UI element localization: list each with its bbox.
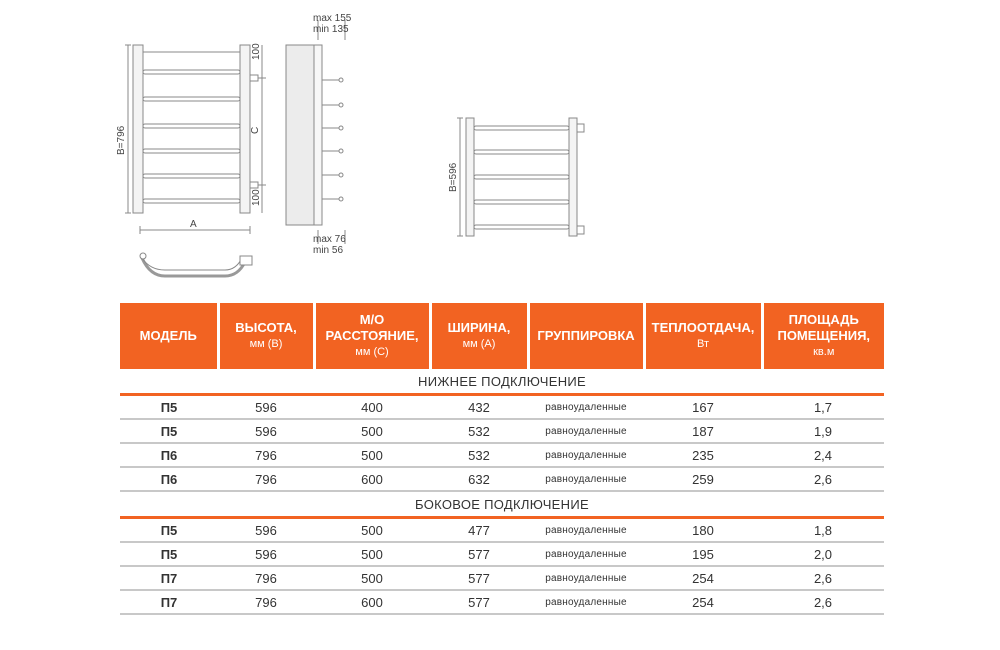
cell-grouping: равноудаленные xyxy=(528,566,644,590)
max-bottom: max 76 xyxy=(313,234,346,245)
cell-grouping: равноудаленные xyxy=(528,590,644,614)
cell-width: 532 xyxy=(430,443,528,467)
cell-width: 432 xyxy=(430,395,528,420)
table-row xyxy=(120,467,884,491)
pipe-sketch xyxy=(140,253,252,276)
cell-heat-output: 254 xyxy=(644,566,762,590)
cell-grouping: равноудаленные xyxy=(528,467,644,491)
min-bottom: min 56 xyxy=(313,245,344,256)
section-header-row xyxy=(120,369,884,395)
cell-room-area: 2,6 xyxy=(762,566,884,590)
dim-100-top: 100 xyxy=(251,43,262,60)
table-body xyxy=(120,369,884,614)
table-row xyxy=(120,443,884,467)
cell-model: П5 xyxy=(120,419,218,443)
cell-heat-output: 180 xyxy=(644,518,762,543)
min-top: min 135 xyxy=(313,24,349,35)
dim-b-large: B=796 xyxy=(116,125,127,155)
cell-grouping: равноудаленные xyxy=(528,395,644,420)
technical-drawings xyxy=(0,0,1000,300)
header-room-area: ПЛОЩАДЬ ПОМЕЩЕНИЯ, кв.м xyxy=(762,303,884,369)
cell-height: 796 xyxy=(218,590,314,614)
cell-heat-output: 259 xyxy=(644,467,762,491)
cell-grouping: равноудаленные xyxy=(528,518,644,543)
cell-heat-output: 187 xyxy=(644,419,762,443)
cell-model: П5 xyxy=(120,542,218,566)
cell-height: 796 xyxy=(218,467,314,491)
table-row xyxy=(120,395,884,420)
cell-model: П5 xyxy=(120,518,218,543)
cell-room-area: 2,6 xyxy=(762,467,884,491)
cell-room-area: 2,0 xyxy=(762,542,884,566)
cell-room-area: 2,6 xyxy=(762,590,884,614)
cell-center-distance: 600 xyxy=(314,590,430,614)
cell-width: 632 xyxy=(430,467,528,491)
dim-a: A xyxy=(190,219,197,230)
cell-room-area: 1,8 xyxy=(762,518,884,543)
cell-heat-output: 254 xyxy=(644,590,762,614)
drawing-canvas xyxy=(0,0,1000,300)
dim-b-small: B=596 xyxy=(448,162,459,192)
table-row xyxy=(120,419,884,443)
cell-center-distance: 500 xyxy=(314,518,430,543)
section-header-row xyxy=(120,491,884,518)
table-row xyxy=(120,590,884,614)
front-view-drawing xyxy=(125,45,266,234)
dim-100-bottom: 100 xyxy=(251,189,262,206)
cell-width: 532 xyxy=(430,419,528,443)
cell-height: 596 xyxy=(218,419,314,443)
small-front-view-drawing xyxy=(457,118,584,236)
header-model: МОДЕЛЬ xyxy=(120,303,218,369)
cell-model: П6 xyxy=(120,467,218,491)
cell-model: П6 xyxy=(120,443,218,467)
table-row xyxy=(120,518,884,543)
header-height: ВЫСОТА, мм (В) xyxy=(218,303,314,369)
cell-room-area: 1,9 xyxy=(762,419,884,443)
cell-width: 477 xyxy=(430,518,528,543)
cell-room-area: 2,4 xyxy=(762,443,884,467)
cell-model: П7 xyxy=(120,566,218,590)
header-grouping: ГРУППИРОВКА xyxy=(528,303,644,369)
header-center-distance: М/О РАССТОЯНИЕ, мм (С) xyxy=(314,303,430,369)
header-heat-output: ТЕПЛООТДАЧА, Вт xyxy=(644,303,762,369)
section-title: БОКОВОЕ ПОДКЛЮЧЕНИЕ xyxy=(120,491,884,518)
cell-center-distance: 500 xyxy=(314,566,430,590)
cell-center-distance: 500 xyxy=(314,542,430,566)
cell-grouping: равноудаленные xyxy=(528,419,644,443)
cell-height: 596 xyxy=(218,518,314,543)
cell-height: 596 xyxy=(218,542,314,566)
cell-grouping: равноудаленные xyxy=(528,542,644,566)
header-width: ШИРИНА, мм (А) xyxy=(430,303,528,369)
cell-center-distance: 500 xyxy=(314,419,430,443)
cell-center-distance: 500 xyxy=(314,443,430,467)
cell-grouping: равноудаленные xyxy=(528,443,644,467)
dim-c: C xyxy=(250,126,261,134)
cell-center-distance: 400 xyxy=(314,395,430,420)
cell-heat-output: 195 xyxy=(644,542,762,566)
table-row xyxy=(120,566,884,590)
cell-room-area: 1,7 xyxy=(762,395,884,420)
table-row xyxy=(120,542,884,566)
cell-center-distance: 600 xyxy=(314,467,430,491)
cell-height: 796 xyxy=(218,566,314,590)
side-view-drawing xyxy=(286,20,345,244)
cell-model: П5 xyxy=(120,395,218,420)
cell-heat-output: 167 xyxy=(644,395,762,420)
cell-width: 577 xyxy=(430,590,528,614)
max-top: max 155 xyxy=(313,13,352,24)
cell-height: 796 xyxy=(218,443,314,467)
cell-height: 596 xyxy=(218,395,314,420)
section-title: НИЖНЕЕ ПОДКЛЮЧЕНИЕ xyxy=(120,369,884,395)
specification-table xyxy=(120,303,884,615)
cell-width: 577 xyxy=(430,542,528,566)
cell-width: 577 xyxy=(430,566,528,590)
table-header-row xyxy=(120,303,884,369)
cell-heat-output: 235 xyxy=(644,443,762,467)
cell-model: П7 xyxy=(120,590,218,614)
